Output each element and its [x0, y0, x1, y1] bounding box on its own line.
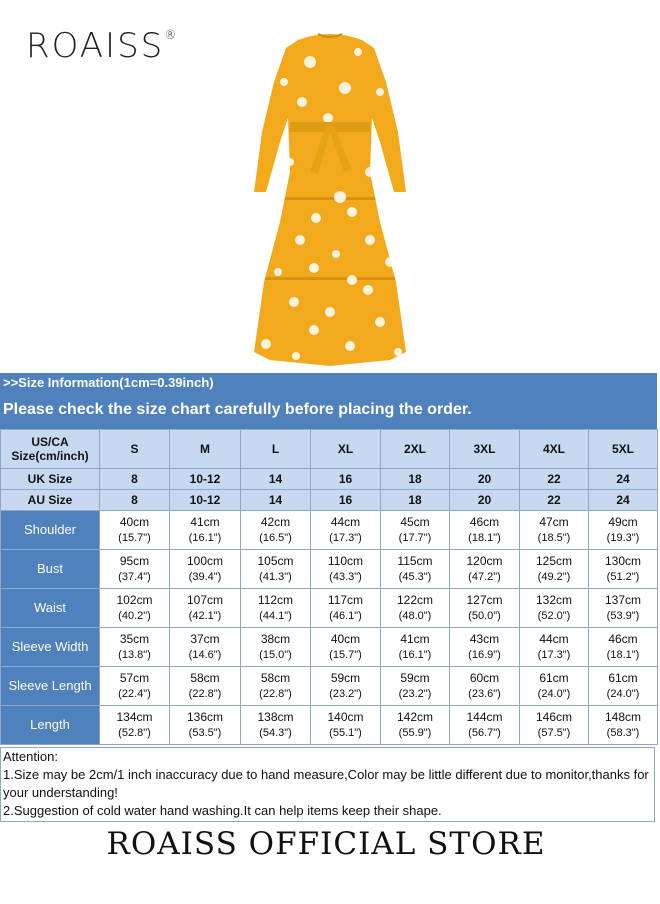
measurement-cm: 43cm: [469, 632, 500, 646]
measurement-inch: (15.0"): [259, 649, 292, 661]
size-col-header: 2XL: [381, 430, 450, 469]
measurement-cm: 142cm: [396, 710, 434, 724]
size-header-row: [1, 430, 658, 469]
measurement-label: Shoulder: [1, 511, 100, 550]
measurement-inch: (47.2"): [468, 571, 501, 583]
measurement-cm: 38cm: [260, 632, 291, 646]
measurement-inch: (16.5"): [259, 532, 292, 544]
measurement-cell: [100, 511, 170, 550]
size-chart-table: [0, 429, 658, 745]
attention-note-1: 1.Size may be 2cm/1 inch inaccuracy due to hand measure,Color may be little different due to monitor,thanks for your understanding!: [3, 767, 649, 800]
uk-size-cell: 24: [589, 469, 658, 490]
measurement-cm: 59cm: [330, 671, 361, 685]
measurement-cm: 44cm: [330, 515, 361, 529]
measurement-inch: (51.2"): [606, 571, 640, 583]
measurement-cell: [589, 706, 658, 745]
measurement-inch: (45.3"): [398, 571, 432, 583]
size-info-subtitle: Please check the size chart carefully before placing the order.: [3, 401, 472, 418]
measurement-cm: 42cm: [260, 515, 291, 529]
uk-size-label: UK Size: [1, 469, 100, 490]
uk-size-cell: 8: [100, 469, 170, 490]
measurement-inch: (56.7"): [468, 727, 501, 739]
measurement-label: Sleeve Length: [1, 667, 100, 706]
size-col-header: XL: [311, 430, 381, 469]
measurement-inch: (52.0"): [537, 610, 571, 622]
measurement-cell: [381, 667, 450, 706]
measurement-cell: [311, 628, 381, 667]
uk-size-cell: 22: [520, 469, 589, 490]
measurement-cm: 49cm: [608, 515, 638, 529]
measurement-cell: [589, 550, 658, 589]
measurement-cell: [381, 589, 450, 628]
measurement-inch: (41.3"): [259, 571, 292, 583]
measurement-cell: [100, 706, 170, 745]
measurement-cm: 45cm: [400, 515, 430, 529]
measurement-cell: [311, 550, 381, 589]
measurement-inch: (16.1"): [188, 532, 222, 544]
measurement-label: Length: [1, 706, 100, 745]
measurement-cell: [311, 511, 381, 550]
measurement-cm: 148cm: [604, 710, 642, 724]
measurement-inch: (23.2"): [398, 688, 432, 700]
measurement-cell: [100, 628, 170, 667]
measurement-inch: (17.3"): [537, 649, 571, 661]
measurement-cm: 61cm: [539, 671, 569, 685]
measurement-inch: (17.3"): [329, 532, 362, 544]
size-col-header: M: [170, 430, 241, 469]
measurement-cm: 57cm: [119, 671, 150, 685]
measurement-cell: [589, 511, 658, 550]
measurement-cell: [450, 667, 520, 706]
attention-notes: [0, 747, 655, 822]
measurement-inch: (55.9"): [398, 727, 432, 739]
size-info-banner: [0, 373, 657, 429]
measurement-cell: [450, 628, 520, 667]
brand-logo: ROAISS®: [26, 26, 179, 66]
measurement-inch: (37.4"): [118, 571, 151, 583]
measurement-inch: (16.1"): [398, 649, 432, 661]
measurement-cell: [241, 511, 311, 550]
measurement-cell: [170, 550, 241, 589]
attention-title: Attention:: [3, 749, 58, 764]
uk-size-cell: 10-12: [170, 469, 241, 490]
measurement-cm: 102cm: [116, 593, 153, 607]
measurement-cell: [381, 628, 450, 667]
measurement-inch: (19.3"): [606, 532, 640, 544]
uk-size-row: [1, 469, 658, 490]
au-size-cell: 20: [450, 490, 520, 511]
dress-product-image: [240, 22, 420, 372]
measurement-cm: 134cm: [116, 710, 153, 724]
measurement-inch: (15.7"): [329, 649, 362, 661]
uk-size-cell: 16: [311, 469, 381, 490]
measurement-cell: [100, 667, 170, 706]
measurement-cell: [311, 667, 381, 706]
measurement-inch: (53.9"): [606, 610, 640, 622]
size-col-header: 5XL: [589, 430, 658, 469]
measurement-cm: 136cm: [186, 710, 224, 724]
measurement-inch: (22.8"): [188, 688, 222, 700]
measurement-inch: (24.0"): [606, 688, 640, 700]
au-size-cell: 18: [381, 490, 450, 511]
measurement-cm: 122cm: [396, 593, 434, 607]
measurement-cell: [520, 511, 589, 550]
measurement-row: [1, 550, 658, 589]
measurement-row: [1, 589, 658, 628]
measurement-cm: 138cm: [257, 710, 294, 724]
measurement-inch: (39.4"): [188, 571, 222, 583]
measurement-inch: (58.3"): [606, 727, 640, 739]
attention-note-2: 2.Suggestion of cold water hand washing.It can help items keep their shape.: [3, 803, 442, 818]
measurement-inch: (22.4"): [118, 688, 151, 700]
measurement-cm: 61cm: [608, 671, 638, 685]
measurement-inch: (14.6"): [188, 649, 222, 661]
au-size-row: [1, 490, 658, 511]
measurement-cell: [450, 550, 520, 589]
measurement-rows: [1, 511, 658, 745]
measurement-cm: 144cm: [466, 710, 503, 724]
measurement-cm: 44cm: [539, 632, 569, 646]
measurement-cm: 40cm: [330, 632, 361, 646]
measurement-cm: 41cm: [190, 515, 220, 529]
size-info-title: >>Size Information(1cm=0.39inch): [3, 375, 214, 390]
measurement-cm: 95cm: [119, 554, 150, 568]
measurement-cell: [241, 706, 311, 745]
measurement-cell: [589, 667, 658, 706]
measurement-cm: 105cm: [257, 554, 294, 568]
measurement-cm: 117cm: [327, 593, 364, 607]
uk-size-cell: 14: [241, 469, 311, 490]
measurement-cm: 125cm: [535, 554, 573, 568]
uk-size-cell: 20: [450, 469, 520, 490]
measurement-cm: 115cm: [397, 554, 433, 568]
measurement-cm: 58cm: [260, 671, 291, 685]
measurement-cm: 58cm: [190, 671, 220, 685]
measurement-inch: (48.0"): [398, 610, 432, 622]
measurement-cell: [589, 628, 658, 667]
measurement-cell: [100, 550, 170, 589]
measurement-cell: [241, 589, 311, 628]
measurement-cell: [241, 667, 311, 706]
au-size-cell: 22: [520, 490, 589, 511]
measurement-cm: 100cm: [186, 554, 224, 568]
size-col-header: L: [241, 430, 311, 469]
measurement-cm: 35cm: [119, 632, 150, 646]
au-size-label: AU Size: [1, 490, 100, 511]
measurement-cm: 46cm: [608, 632, 638, 646]
measurement-inch: (46.1"): [329, 610, 362, 622]
measurement-inch: (23.6"): [468, 688, 501, 700]
measurement-cm: 140cm: [327, 710, 364, 724]
au-size-cell: 10-12: [170, 490, 241, 511]
measurement-cm: 146cm: [535, 710, 573, 724]
measurement-cm: 59cm: [400, 671, 430, 685]
measurement-inch: (18.1"): [468, 532, 501, 544]
size-col-header: S: [100, 430, 170, 469]
au-size-cell: 24: [589, 490, 658, 511]
au-size-cell: 16: [311, 490, 381, 511]
measurement-inch: (15.7"): [118, 532, 151, 544]
measurement-label: Sleeve Width: [1, 628, 100, 667]
measurement-cell: [170, 628, 241, 667]
size-col-header: 4XL: [520, 430, 589, 469]
measurement-inch: (57.5"): [537, 727, 571, 739]
measurement-cm: 110cm: [327, 554, 364, 568]
measurement-cell: [589, 589, 658, 628]
measurement-inch: (52.8"): [118, 727, 151, 739]
measurement-inch: (50.0"): [468, 610, 501, 622]
measurement-cell: [241, 628, 311, 667]
measurement-inch: (54.3"): [259, 727, 292, 739]
measurement-cell: [520, 706, 589, 745]
measurement-row: [1, 706, 658, 745]
header-label: US/CA Size(cm/inch): [1, 430, 100, 469]
measurement-cell: [381, 511, 450, 550]
measurement-inch: (55.1"): [329, 727, 362, 739]
measurement-cell: [520, 550, 589, 589]
measurement-cm: 112cm: [257, 593, 294, 607]
measurement-cell: [381, 706, 450, 745]
measurement-cm: 37cm: [190, 632, 220, 646]
measurement-inch: (44.1"): [259, 610, 292, 622]
store-footer: ROAISS OFFICIAL STORE: [106, 826, 546, 862]
measurement-cell: [520, 667, 589, 706]
measurement-inch: (22.8"): [259, 688, 292, 700]
measurement-cell: [381, 550, 450, 589]
measurement-inch: (40.2"): [118, 610, 151, 622]
measurement-inch: (13.8"): [118, 649, 151, 661]
measurement-cm: 46cm: [469, 515, 500, 529]
measurement-cell: [450, 706, 520, 745]
measurement-cell: [450, 589, 520, 628]
measurement-inch: (43.3"): [329, 571, 362, 583]
measurement-label: Bust: [1, 550, 100, 589]
measurement-inch: (16.9"): [468, 649, 501, 661]
au-size-cell: 8: [100, 490, 170, 511]
measurement-cm: 107cm: [186, 593, 224, 607]
measurement-inch: (18.1"): [606, 649, 640, 661]
measurement-inch: (53.5"): [188, 727, 222, 739]
measurement-inch: (17.7"): [398, 532, 432, 544]
measurement-cell: [520, 589, 589, 628]
measurement-cm: 120cm: [466, 554, 503, 568]
measurement-cell: [311, 589, 381, 628]
measurement-cm: 132cm: [535, 593, 573, 607]
au-size-cell: 14: [241, 490, 311, 511]
measurement-cell: [170, 667, 241, 706]
measurement-cell: [520, 628, 589, 667]
measurement-inch: (23.2"): [329, 688, 362, 700]
measurement-inch: (24.0"): [537, 688, 571, 700]
measurement-cm: 127cm: [466, 593, 503, 607]
measurement-cm: 41cm: [400, 632, 430, 646]
measurement-cm: 40cm: [119, 515, 150, 529]
measurement-cm: 130cm: [604, 554, 642, 568]
measurement-cell: [450, 511, 520, 550]
measurement-row: [1, 511, 658, 550]
measurement-cell: [241, 550, 311, 589]
measurement-cell: [100, 589, 170, 628]
size-col-header: 3XL: [450, 430, 520, 469]
measurement-cm: 47cm: [539, 515, 569, 529]
measurement-inch: (18.5"): [537, 532, 571, 544]
uk-size-cell: 18: [381, 469, 450, 490]
measurement-label: Waist: [1, 589, 100, 628]
measurement-row: [1, 628, 658, 667]
measurement-cell: [170, 511, 241, 550]
measurement-cell: [311, 706, 381, 745]
measurement-cell: [170, 706, 241, 745]
measurement-cell: [170, 589, 241, 628]
measurement-inch: (42.1"): [188, 610, 222, 622]
measurement-cm: 60cm: [469, 671, 500, 685]
measurement-row: [1, 667, 658, 706]
measurement-inch: (49.2"): [537, 571, 571, 583]
measurement-cm: 137cm: [604, 593, 642, 607]
